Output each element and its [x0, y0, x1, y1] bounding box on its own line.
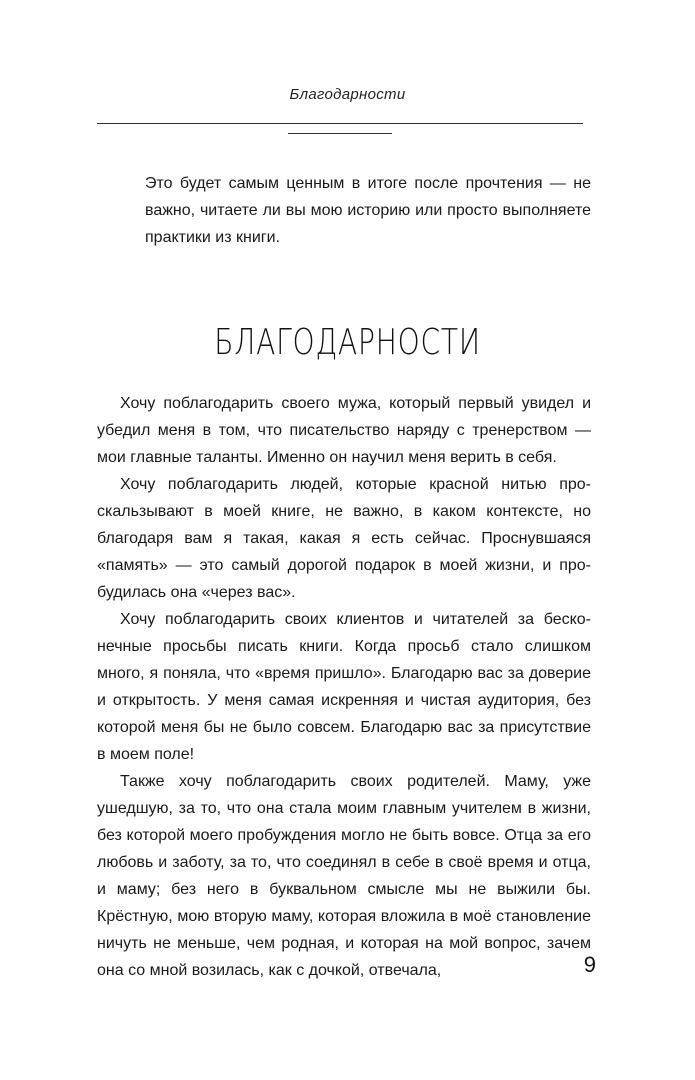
paragraph-clients: Хочу поблагодарить своих клиентов и читателей за бесконечные просьбы писать книги. Когда просьб стало слишком много, я поняла, что «время пришло». Благодарю вас за доверие и открытость. У меня самая искренняя и чистая аудитория, без которой меня бы не было совсем. Благодарю вас за присутствие в моем поле! [97, 611, 591, 763]
paragraph-parents: Также хочу поблагодарить своих родителей. Маму, уже ушедшую, за то, что она стала моим главным учителем в жизни, без которой моего пробуждения могло не быть вовсе. Отца за его любовь и заботу, за то, что соединял в себе в своё время и отца, и маму; без него в буквальном смысле мы не выжили бы. Крёстную, мою вторую маму, которая вложила в моё становление ничуть не меньше, чем родная, и которая на мой вопрос, зачем она со мной возилась, как с дочкой, отвечала, [97, 773, 591, 979]
chapter-title: БЛАГОДАРНОСТИ [214, 322, 481, 363]
paragraph-husband: Хочу поблагодарить своего мужа, который первый увидел и убедил меня в том, что писательство наряду с тренерством — мои главные таланты. Именно он научил меня верить в себя. [97, 395, 591, 466]
running-header: Благодарности [289, 86, 406, 103]
intro-paragraph: Это будет самым ценным в итоге после прочтения — не важно, читаете ли вы мою историю или просто выполняете практики из книги. [145, 175, 591, 246]
page-number: 9 [583, 952, 596, 977]
header-rule-short [288, 133, 392, 134]
body-text [97, 390, 591, 984]
paragraph-people: Хочу поблагодарить людей, которые красной нитью проскальзывают в моей книге, не важно, в каком контексте, но благодаря вам я такая, какая я есть сейчас. Проснувшаяся «память» — это самый дорогой подарок в моей жизни, и пробудилась она «через вас». [97, 476, 591, 601]
header-rule-long [97, 123, 583, 124]
